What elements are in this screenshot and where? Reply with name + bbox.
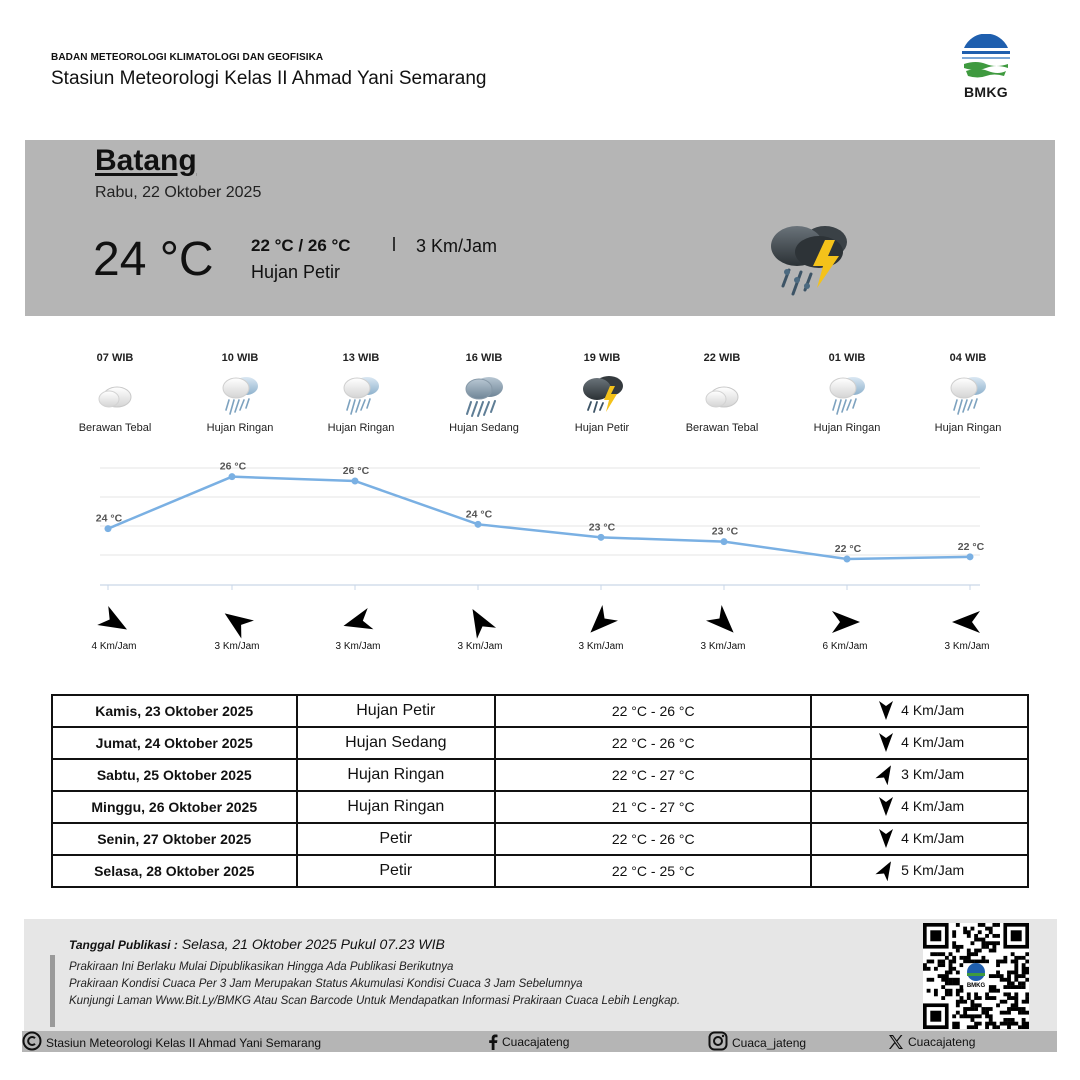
- x-icon: [888, 1034, 904, 1050]
- footer-note: Kunjungi Laman Www.Bit.Ly/BMKG Atau Scan Barcode Untuk Mendapatkan Informasi Prakiraan Cuaca Lebih Lengkap.: [69, 995, 681, 1007]
- day-cell: Senin, 27 Oktober 2025: [52, 823, 297, 855]
- publication-date: [69, 936, 445, 952]
- table-row: [52, 759, 1028, 791]
- hourly-slot: [180, 352, 300, 434]
- qr-code[interactable]: [923, 923, 1029, 1029]
- data-point: [967, 553, 974, 560]
- facebook-handle: Cuacajateng: [502, 1035, 570, 1049]
- qr-code-icon: [923, 923, 1029, 1029]
- header: [51, 52, 487, 90]
- wind-cell: [917, 605, 1017, 652]
- city-name: Batang: [95, 144, 197, 177]
- slot-time: 01 WIB: [828, 352, 866, 364]
- wind-direction-icon: [584, 605, 618, 639]
- data-label: 24 °C: [95, 512, 123, 525]
- data-label: 23 °C: [711, 525, 739, 538]
- wind-speed: 6 Km/Jam: [822, 641, 868, 652]
- condition-cell: Hujan Petir: [297, 695, 496, 727]
- table-row: [52, 823, 1028, 855]
- x-handle: Cuacajateng: [908, 1035, 976, 1049]
- wind-cell: [811, 855, 1028, 887]
- wind-direction-icon: [875, 827, 897, 849]
- wind-cell: [308, 605, 408, 652]
- wind-direction-icon: [828, 605, 862, 639]
- temperature-cell: 22 °C - 26 °C: [495, 727, 811, 759]
- hourly-slot: [662, 352, 782, 434]
- data-label: 24 °C: [465, 508, 493, 521]
- wind-direction-icon: [875, 859, 897, 881]
- wind-cell: [187, 605, 287, 652]
- wind-speed: 3 Km/Jam: [335, 641, 381, 652]
- moderate-rain-icon: [461, 372, 507, 418]
- data-point: [352, 478, 359, 485]
- day-cell: Jumat, 24 Oktober 2025: [52, 727, 297, 759]
- data-point: [598, 534, 605, 541]
- condition-cell: Petir: [297, 855, 496, 887]
- x-link[interactable]: [888, 1034, 975, 1050]
- slot-condition: Berawan Tebal: [78, 422, 152, 434]
- data-label: 22 °C: [834, 543, 862, 555]
- temperature-cell: 22 °C - 27 °C: [495, 759, 811, 791]
- temperature-cell: 22 °C - 25 °C: [495, 855, 811, 887]
- copyright-text: Stasiun Meteorologi Kelas II Ahmad Yani Semarang: [46, 1035, 322, 1050]
- slot-time: 16 WIB: [465, 352, 503, 364]
- current-date: Rabu, 22 Oktober 2025: [95, 184, 262, 201]
- data-label: 26 °C: [219, 460, 247, 473]
- wind-speed: 4 Km/Jam: [91, 641, 137, 652]
- wind-speed: 3 Km/Jam: [901, 765, 965, 782]
- wind-cell: [811, 823, 1028, 855]
- divider: [393, 237, 395, 251]
- current-condition: Hujan Petir: [251, 262, 341, 282]
- light-rain-icon: [217, 372, 263, 418]
- wind-cell: [811, 759, 1028, 791]
- wind-cell: [811, 791, 1028, 823]
- slot-time: 13 WIB: [342, 352, 380, 364]
- wind-direction-icon: [97, 605, 131, 639]
- station-name: Stasiun Meteorologi Kelas II Ahmad Yani Semarang: [51, 68, 487, 89]
- table-row: [52, 695, 1028, 727]
- publication-value: Selasa, 21 Oktober 2025 Pukul 07.23 WIB: [181, 936, 445, 952]
- wind-cell: [64, 605, 164, 652]
- table-row: [52, 727, 1028, 759]
- instagram-handle: Cuaca_jateng: [732, 1035, 807, 1050]
- temperature-cell: 22 °C - 26 °C: [495, 823, 811, 855]
- wind-cell: [551, 605, 651, 652]
- day-cell: Kamis, 23 Oktober 2025: [52, 695, 297, 727]
- data-point: [844, 556, 851, 563]
- temperature-chart: [0, 455, 1080, 595]
- table-row: [52, 855, 1028, 887]
- slot-time: 07 WIB: [96, 352, 134, 364]
- wind-direction-icon: [950, 605, 984, 639]
- condition-cell: Petir: [297, 823, 496, 855]
- light-rain-icon: [338, 372, 384, 418]
- slot-condition: Hujan Ringan: [934, 422, 1002, 434]
- condition-cell: Hujan Ringan: [297, 759, 496, 791]
- wind-direction-icon: [463, 605, 497, 639]
- slot-condition: Hujan Ringan: [327, 422, 395, 434]
- wind-speed: 4 Km/Jam: [901, 797, 965, 814]
- wind-direction-icon: [875, 699, 897, 721]
- temperature-cell: 21 °C - 27 °C: [495, 791, 811, 823]
- qr-logo-text: BMKG: [966, 983, 986, 989]
- bmkg-logo-text: BMKG: [964, 84, 1008, 100]
- wind-cell: [430, 605, 530, 652]
- wind-cell: [795, 605, 895, 652]
- day-cell: Minggu, 26 Oktober 2025: [52, 791, 297, 823]
- temperature-cell: 22 °C - 26 °C: [495, 695, 811, 727]
- data-point: [475, 521, 482, 528]
- facebook-icon: [488, 1034, 498, 1050]
- light-rain-icon: [945, 372, 991, 418]
- temperature-range: 22 °C / 26 °C: [251, 236, 351, 255]
- wind-speed: 3 Km/Jam: [944, 641, 990, 652]
- bottom-bar: [22, 1031, 1057, 1052]
- copyright-icon: [22, 1031, 42, 1051]
- wind-speed: 4 Km/Jam: [901, 701, 965, 718]
- hourly-slot: [542, 352, 662, 434]
- data-label: 23 °C: [588, 521, 616, 534]
- daily-forecast-table: [51, 694, 1029, 888]
- wind-speed: 4 Km/Jam: [901, 733, 965, 750]
- wind-cell: [673, 605, 773, 652]
- slot-condition: Hujan Ringan: [813, 422, 881, 434]
- wind-cell: [811, 695, 1028, 727]
- data-point: [229, 473, 236, 480]
- data-point: [105, 525, 112, 532]
- hourly-slot: [424, 352, 544, 434]
- overcast-icon: [92, 372, 138, 418]
- day-cell: Sabtu, 25 Oktober 2025: [52, 759, 297, 791]
- publication-label: Tanggal Publikasi :: [69, 938, 178, 952]
- thunderstorm-icon: [579, 372, 625, 418]
- footer-accent-bar: [50, 955, 55, 1027]
- wind-direction-icon: [875, 763, 897, 785]
- condition-cell: Hujan Sedang: [297, 727, 496, 759]
- instagram-link[interactable]: [708, 1034, 806, 1051]
- slot-condition: Hujan Petir: [574, 422, 630, 434]
- slot-condition: Hujan Ringan: [206, 422, 274, 434]
- wind-direction-icon: [875, 795, 897, 817]
- data-label: 22 °C: [957, 540, 985, 553]
- overcast-icon: [699, 372, 745, 418]
- slot-time: 19 WIB: [583, 352, 621, 364]
- thunderstorm-icon: [767, 220, 857, 300]
- slot-time: 22 WIB: [703, 352, 741, 364]
- slot-condition: Berawan Tebal: [685, 422, 759, 434]
- light-rain-icon: [824, 372, 870, 418]
- bmkg-logo-icon: [956, 34, 1016, 84]
- copyright-item: [22, 1034, 321, 1051]
- wind-speed: 3 Km/Jam: [457, 641, 503, 652]
- wind-cell: [811, 727, 1028, 759]
- bmkg-logo: [956, 34, 1016, 104]
- data-point: [721, 538, 728, 545]
- instagram-icon: [708, 1031, 728, 1051]
- wind-speed: 3 Km/Jam: [214, 641, 260, 652]
- wind-speed: 3 Km/Jam: [700, 641, 746, 652]
- condition-cell: Hujan Ringan: [297, 791, 496, 823]
- wind-speed: 3 Km/Jam: [578, 641, 624, 652]
- hourly-slot: [301, 352, 421, 434]
- current-temperature: 24 °C: [93, 233, 214, 286]
- agency-name: BADAN METEOROLOGI KLIMATOLOGI DAN GEOFISIKA: [51, 52, 324, 63]
- hourly-slot: [908, 352, 1028, 434]
- hourly-slot: [55, 352, 175, 434]
- current-weather-panel: [25, 140, 1055, 316]
- wind-direction-icon: [706, 605, 740, 639]
- slot-time: 10 WIB: [221, 352, 259, 364]
- wind-direction-icon: [875, 731, 897, 753]
- footer-note: Prakiraan Ini Berlaku Mulai Dipublikasikan Hingga Ada Publikasi Berikutnya: [69, 961, 454, 973]
- slot-condition: Hujan Sedang: [449, 422, 519, 434]
- table-row: [52, 791, 1028, 823]
- day-cell: Selasa, 28 Oktober 2025: [52, 855, 297, 887]
- data-label: 26 °C: [342, 465, 370, 477]
- wind-direction-icon: [220, 605, 254, 639]
- footer-note: Prakiraan Kondisi Cuaca Per 3 Jam Merupakan Status Akumulasi Kondisi Cuaca 3 Jam Sebelumnya: [69, 978, 583, 990]
- hourly-slot: [787, 352, 907, 434]
- wind-speed: 5 Km/Jam: [901, 861, 965, 878]
- current-wind: 3 Km/Jam: [416, 236, 498, 256]
- facebook-link[interactable]: [488, 1034, 569, 1050]
- wind-speed: 4 Km/Jam: [901, 829, 965, 846]
- wind-direction-icon: [341, 605, 375, 639]
- footer-info: [24, 919, 1057, 1031]
- slot-time: 04 WIB: [949, 352, 987, 364]
